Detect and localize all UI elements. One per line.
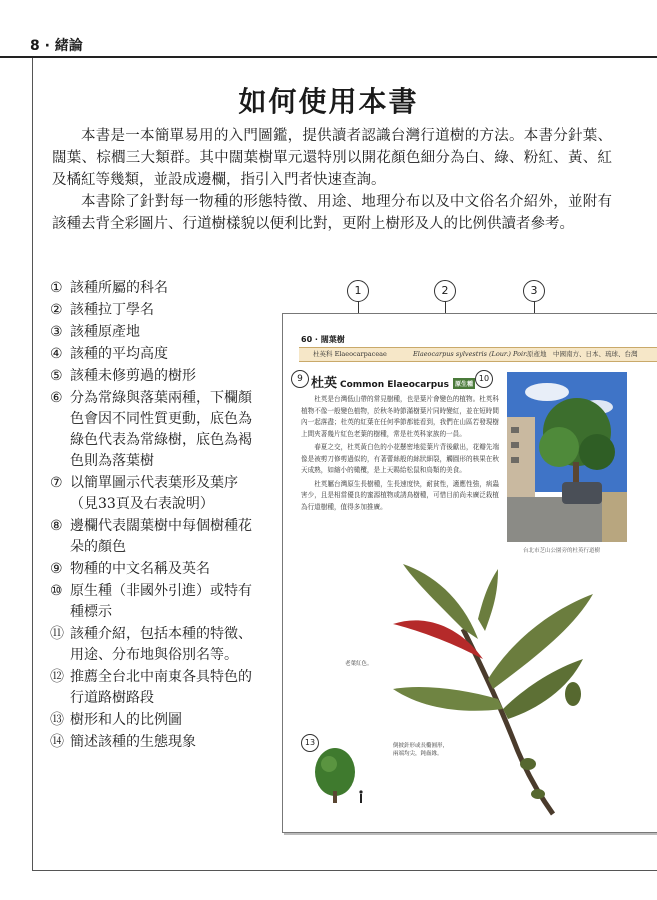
legend-item: [50, 322, 260, 343]
legend-item: [50, 388, 260, 472]
legend-num: ⑭: [50, 734, 64, 750]
legend-text: 原生種（非國外引進）或特有種標示: [70, 583, 252, 620]
native-badge: 原生種: [453, 378, 475, 389]
legend-item: [50, 624, 260, 666]
callout-9: 9: [291, 370, 309, 388]
legend-text: 該種的平均高度: [70, 346, 168, 362]
street-photo: [507, 372, 627, 542]
sample-family: 杜英科 Elaeocarpaceae: [313, 350, 387, 358]
legend-text: 物種的中文名稱及英名: [70, 561, 210, 577]
sample-header: 60 · 闊葉樹: [301, 335, 345, 344]
legend-item: [50, 516, 260, 558]
legend-item: [50, 366, 260, 387]
sample-info-bar: [299, 347, 657, 362]
legend-num: ⑪: [50, 626, 64, 642]
legend-text: 樹形和人的比例圖: [70, 712, 182, 728]
callout-10: 10: [475, 370, 493, 388]
legend-num: ③: [50, 324, 63, 340]
sample-page: [282, 313, 657, 833]
legend-num: ⑬: [50, 712, 64, 728]
sample-latin: Elaeocarpus sylvestris (Lour.) Poir.: [413, 350, 528, 358]
legend-num: ⑫: [50, 669, 64, 685]
leaf-label-old: 老葉紅色。: [345, 661, 373, 667]
sample-body-para: 杜英屬台灣原生長樹種，生長速度快，耐貧性，適應性強，病蟲害少，且是相當優良的蜜源植物或誘鳥樹種，可惜目前尚未廣泛栽植為行道樹種，值得多加推廣。: [301, 479, 499, 511]
legend-item: [50, 473, 260, 515]
legend-text: 邊欄代表闊葉樹中每個樹種花朵的顏色: [70, 518, 252, 555]
legend-list: [50, 278, 260, 754]
sample-body-para: 杜英是台灣低山帶的常見樹種，也是葉片會變色的植物。杜英科植物不像一般變色植物，於秋冬時節滿樹葉片同時變紅，並在短時間內一起落盡；杜英的紅葉在任何季節都能看到，我們在山區若發現樹上間夾著幾片紅色老葉的樹種，常是杜英科家族的一員。: [301, 395, 499, 438]
legend-item: [50, 581, 260, 623]
legend-text: 該種原產地: [70, 324, 140, 340]
legend-num: ⑨: [50, 561, 63, 577]
sample-body: [301, 394, 499, 515]
intro-paragraph-2: 本書除了針對每一物種的形態特徵、用途、地理分布以及中文俗名介紹外，並附有該種去背全彩圖片、行道樹樣貌以便利比對，更附上樹形及人的比例供讀者參考。: [52, 194, 612, 232]
legend-text: 以簡單圖示代表葉形及葉序（見33頁及右表說明）: [70, 475, 238, 512]
legend-item: [50, 710, 260, 731]
page-title: 如何使用本書: [238, 85, 419, 118]
legend-text: 分為常綠與落葉兩種，下欄顏色會因不同性質更動，底色為綠色代表為常綠樹，底色為褐色則為落葉樹: [70, 390, 252, 469]
sample-origin: 中國南方、日本、琉球、台灣: [553, 350, 638, 358]
legend-num: ②: [50, 302, 63, 318]
legend-num: ⑧: [50, 518, 63, 534]
legend-item: [50, 278, 260, 299]
legend-item: [50, 300, 260, 321]
sample-title: [311, 372, 475, 391]
legend-text: 簡述該種的生態現象: [70, 734, 196, 750]
sample-origin-label: 原產地: [527, 350, 547, 358]
legend-num: ④: [50, 346, 63, 362]
photo-caption: 台北市芝山公園旁的杜英行道樹: [523, 548, 601, 554]
tree-scale-illustration: [311, 746, 371, 806]
legend-text: 該種所屬的科名: [70, 280, 168, 296]
leaf-label-shape: 倒披針形或長橢圓形，兩端均尖，鈍齒緣。: [393, 743, 449, 757]
legend-text: 該種未修剪過的樹形: [70, 368, 196, 384]
intro-paragraph-1: 本書是一本簡單易用的入門圖鑑，提供讀者認識台灣行道樹的方法。本書分針葉、闊葉、棕櫚三大類群。其中闊葉樹單元還特別以開花顏色細分為白、綠、粉紅、黃、紅及橘紅等幾類，並設成邊欄，指引入門者快速查詢。: [52, 128, 612, 188]
page-number-title: 8 · 緒論: [30, 38, 83, 54]
legend-item: [50, 667, 260, 709]
legend-text: 該種拉丁學名: [70, 302, 154, 318]
legend-item: [50, 559, 260, 580]
legend-num: ①: [50, 280, 63, 296]
sample-name-zh: 杜英: [311, 376, 338, 391]
legend-item: [50, 732, 260, 753]
callout-3: 3: [523, 280, 545, 302]
legend-num: ⑦: [50, 475, 63, 491]
street-photo-image: [507, 372, 627, 542]
callout-1: 1: [347, 280, 369, 302]
legend-item: [50, 344, 260, 365]
callout-13: 13: [301, 734, 319, 752]
legend-num: ⑤: [50, 368, 63, 384]
legend-num: ⑩: [50, 583, 63, 599]
legend-text: 該種介紹，包括本種的特徵、用途、分布地與俗別名等。: [70, 626, 252, 663]
sample-body-para: 春夏之交，杜英黃白色的小花懸密地從葉片背後獻出，花瓣先端像是被剪刀修剪過似的，有著蕾絲般的絲狀細裂，觸圓形的核果在秋天成熟，如縮小的橄欖，是上天賜給松鼠和鳥類的美食。: [301, 443, 499, 474]
sample-name-en: Common Elaeocarpus: [340, 380, 449, 390]
callout-2: 2: [434, 280, 456, 302]
legend-text: 推薦全台北中南東各具特色的行道路樹路段: [70, 669, 252, 706]
intro-text: [52, 125, 612, 235]
legend-num: ⑥: [50, 390, 63, 406]
